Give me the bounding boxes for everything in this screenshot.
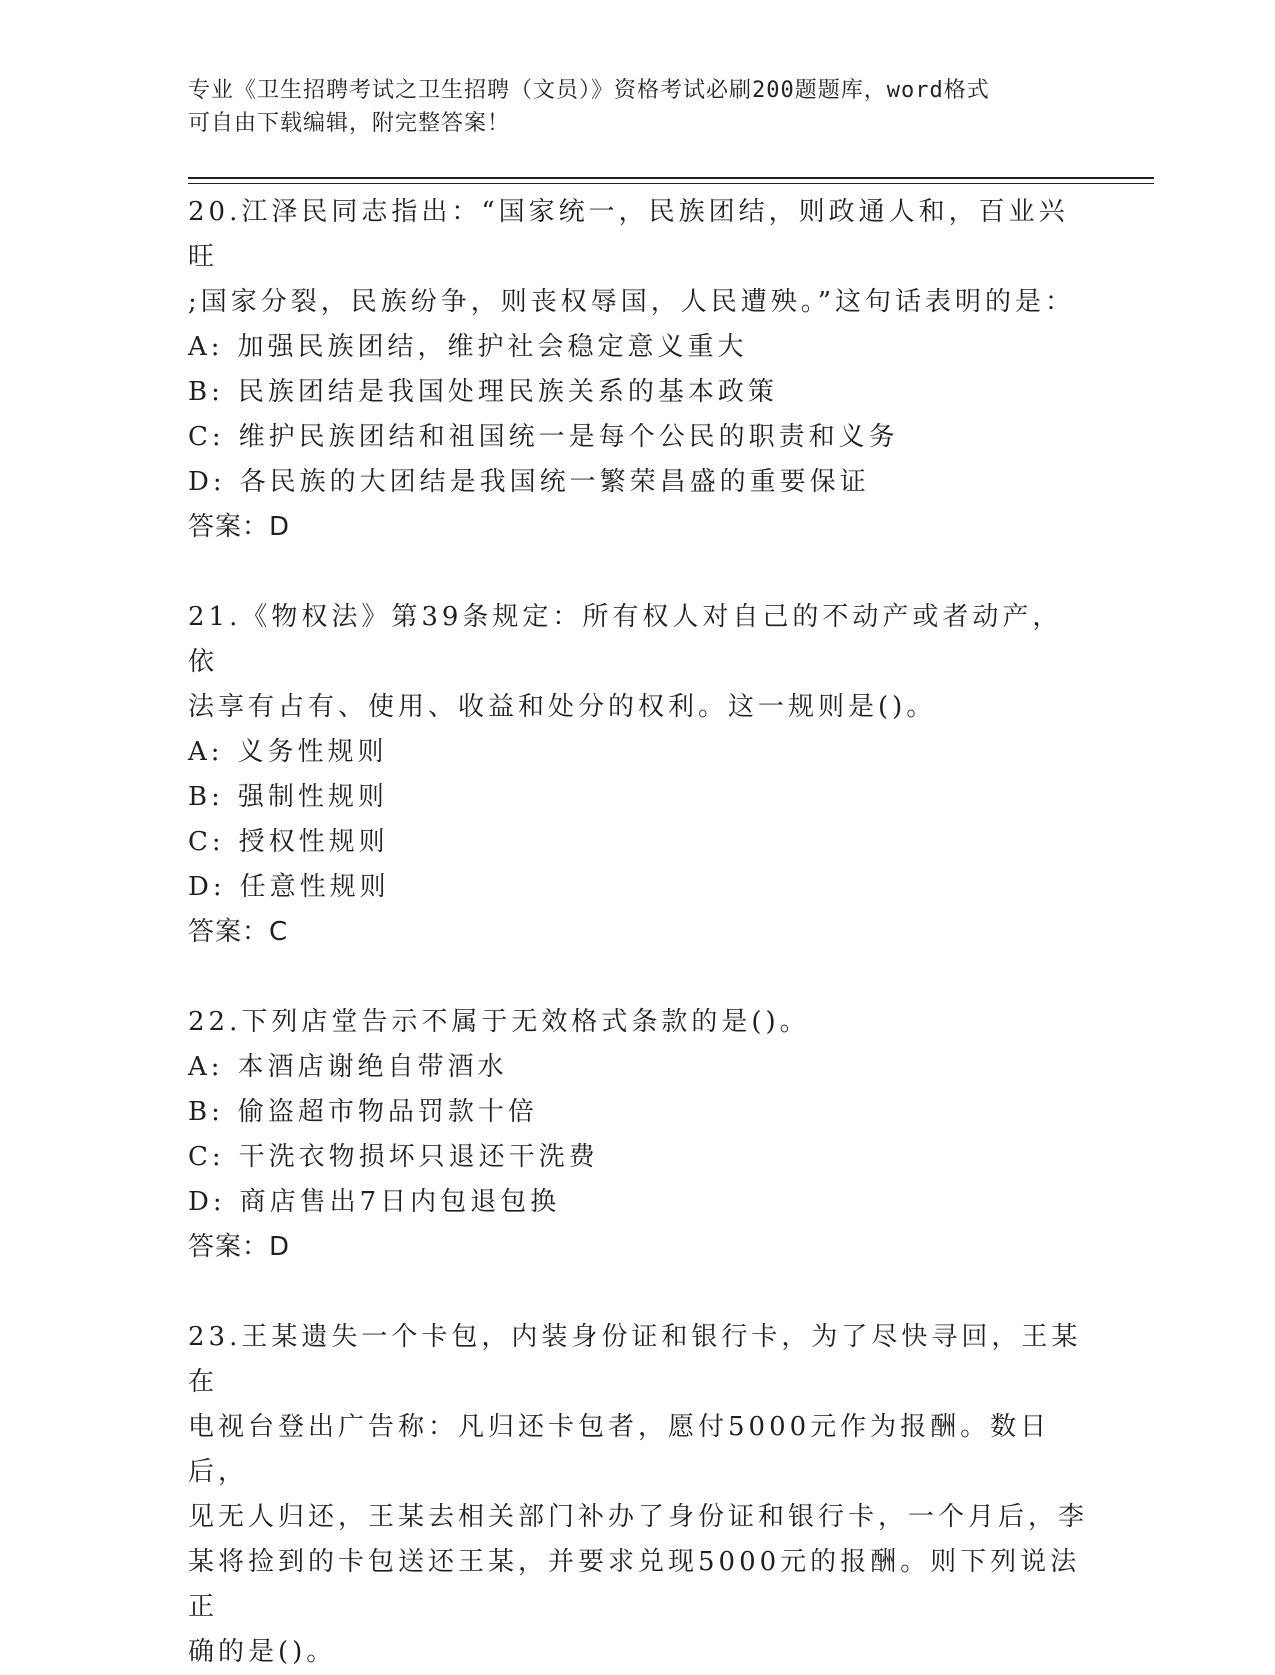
- option-text: 强制性规则: [237, 782, 388, 812]
- header-line-1: 专业《卫生招聘考试之卫生招聘（文员）》资格考试必刷200题题库，word格式: [188, 78, 990, 103]
- option-letter: D:: [188, 1187, 226, 1217]
- option-letter: B:: [188, 377, 224, 407]
- question-20: [188, 190, 1088, 550]
- option-c: [188, 1135, 1088, 1180]
- question-text-line: 法享有占有、使用、收益和处分的权利。这一规则是()。: [188, 692, 937, 722]
- option-letter: C:: [188, 827, 225, 857]
- option-c: [188, 820, 1088, 865]
- question-text-line: 见无人归还，王某去相关部门补办了身份证和银行卡，一个月后，李: [188, 1502, 1089, 1532]
- spacer: [188, 550, 1088, 595]
- option-text: 民族团结是我国处理民族关系的基本政策: [237, 377, 778, 407]
- question-text-line: ;国家分裂，民族纷争，则丧权辱国，人民遭殃。”这句话表明的是：: [188, 287, 1076, 317]
- question-text-line: 确的是()。: [188, 1637, 337, 1667]
- question-text-line: 电视台登出广告称：凡归还卡包者，愿付5000元作为报酬。数日后，: [188, 1412, 1051, 1487]
- option-d: [188, 460, 1088, 505]
- option-b: [188, 1090, 1088, 1135]
- option-a: [188, 325, 1088, 370]
- question-text-line: 21.《物权法》第39条规定：所有权人对自己的不动产或者动产，依: [188, 602, 1063, 677]
- option-letter: C:: [188, 1142, 225, 1172]
- spacer: [188, 955, 1088, 1000]
- option-letter: A:: [188, 737, 224, 767]
- question-23: [188, 1315, 1088, 1675]
- option-b: [188, 370, 1088, 415]
- question-text-line: 某将捡到的卡包送还王某，并要求兑现5000元的报酬。则下列说法正: [188, 1547, 1081, 1622]
- option-letter: C:: [188, 422, 225, 452]
- option-letter: D:: [188, 467, 226, 497]
- option-letter: A:: [188, 332, 224, 362]
- option-d: [188, 865, 1088, 910]
- answer-line: 答案：D: [188, 1232, 291, 1262]
- option-d: [188, 1180, 1088, 1225]
- header-divider-thin: [188, 183, 1154, 184]
- option-text: 加强民族团结，维护社会稳定意义重大: [237, 332, 748, 362]
- option-letter: B:: [188, 1097, 224, 1127]
- option-text: 商店售出7日内包退包换: [239, 1187, 561, 1217]
- option-text: 任意性规则: [239, 872, 390, 902]
- option-letter: D:: [188, 872, 226, 902]
- question-text-line: 23.王某遗失一个卡包，内装身份证和银行卡，为了尽快寻回，王某在: [188, 1322, 1082, 1397]
- option-a: [188, 730, 1088, 775]
- option-text: 偷盗超市物品罚款十倍: [237, 1097, 538, 1127]
- option-letter: B:: [188, 782, 224, 812]
- option-letter: A:: [188, 1052, 224, 1082]
- question-22: [188, 1000, 1088, 1270]
- answer-line: 答案：C: [188, 917, 289, 947]
- option-text: 义务性规则: [237, 737, 388, 767]
- option-text: 授权性规则: [238, 827, 389, 857]
- question-text-line: 20.江泽民同志指出：“国家统一，民族团结，则政通人和，百业兴旺: [188, 197, 1069, 272]
- document-header: [188, 74, 1068, 140]
- question-21: [188, 595, 1088, 955]
- option-c: [188, 415, 1088, 460]
- answer-line: 答案：D: [188, 512, 291, 542]
- header-divider-thick: [188, 177, 1154, 179]
- option-text: 干洗衣物损坏只退还干洗费: [238, 1142, 599, 1172]
- question-list: [188, 190, 1088, 1675]
- header-line-2: 可自由下载编辑，附完整答案！: [188, 111, 511, 136]
- option-text: 各民族的大团结是我国统一繁荣昌盛的重要保证: [239, 467, 870, 497]
- question-text-line: 22.下列店堂告示不属于无效格式条款的是()。: [188, 1007, 810, 1037]
- option-a: [188, 1045, 1088, 1090]
- option-text: 维护民族团结和祖国统一是每个公民的职责和义务: [238, 422, 899, 452]
- option-text: 本酒店谢绝自带酒水: [237, 1052, 508, 1082]
- option-b: [188, 775, 1088, 820]
- spacer: [188, 1270, 1088, 1315]
